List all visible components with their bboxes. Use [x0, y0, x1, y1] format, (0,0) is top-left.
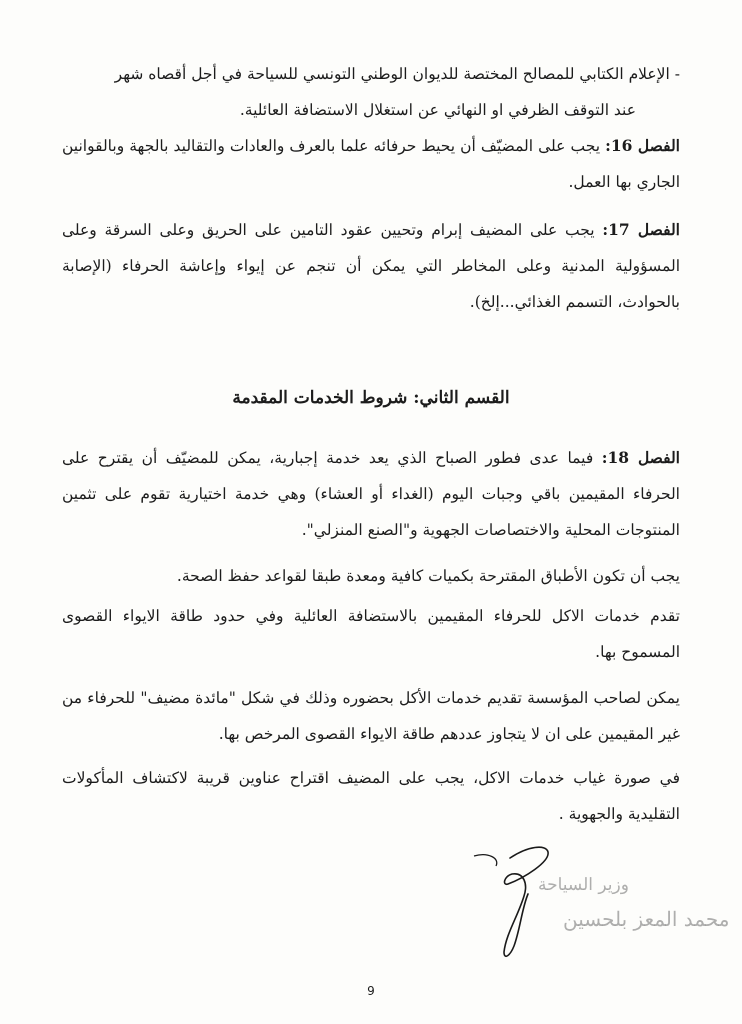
article-18: [62, 440, 680, 548]
bullet-item: [58, 56, 680, 128]
article-17: [62, 212, 680, 320]
article-16-label: الفصل 16:: [605, 136, 680, 155]
article-18-text: فيما عدى فطور الصباح الذي يعد خدمة إجبارية، يمكن للمضيّف أن يقترح على الحرفاء المقيمين باقي وجبات اليوم (الغداء أو العشاء) وهي خدمة اختيارية تقوم على تثمين المنتوجات المحلية والاختصاصات الجهوية و"الصنع المنزلي".: [62, 449, 680, 539]
paragraph: يجب أن تكون الأطباق المقترحة بكميات كافية ومعدة طبقا لقواعد حفظ الصحة.: [176, 567, 680, 585]
signature-stamp: [378, 838, 730, 973]
bullet-line-2: عند التوقف الظرفي او النهائي عن استغلال الاستضافة العائلية.: [239, 101, 636, 119]
paragraph: تقدم خدمات الاكل للحرفاء المقيمين بالاستضافة العائلية وفي حدود طاقة الايواء القصوى المسموح بها.: [62, 607, 680, 661]
article-16: [62, 128, 680, 200]
signature-title: وزير السياحة: [538, 875, 629, 895]
bullet-dash: -: [674, 65, 680, 83]
section-heading: القسم الثاني: شروط الخدمات المقدمة: [232, 388, 510, 408]
paragraph: يمكن لصاحب المؤسسة تقديم خدمات الأكل بحضوره وذلك في شكل "مائدة مضيف" للحرفاء من غير المقيمين على ان لا يتجاوز عددهم طاقة الايواء القصوى المرخص بها.: [62, 689, 680, 743]
article-17-label: الفصل 17:: [602, 220, 680, 239]
signature-block: [378, 838, 730, 973]
page-number: 9: [367, 984, 375, 998]
paragraph: في صورة غياب خدمات الاكل، يجب على المضيف اقتراح عناوين قريبة لاكتشاف المأكولات التقليدية والجهوية .: [62, 769, 680, 823]
signature-flourish: [474, 855, 497, 866]
bullet-line-1: الإعلام الكتابي للمصالح المختصة للديوان الوطني التونسي للسياحة في أجل أقصاه شهر: [114, 65, 670, 83]
article-18-label: الفصل 18:: [601, 448, 680, 467]
signature-scribble: [504, 847, 548, 956]
signature-name: محمد المعز بلحسين: [563, 907, 730, 931]
article-16-text: يجب على المضيّف أن يحيط حرفائه علما بالعرف والعادات والتقاليد بالجهة وبالقوانين الجاري بها العمل.: [62, 137, 680, 191]
article-17-text: يجب على المضيف إبرام وتحيين عقود التامين على الحريق وعلى السرقة وعلى المسؤولية المدنية وعلى المخاطر التي يمكن أن تنجم عن إيواء وإعاشة الحرفاء (الإصابة بالحوادث، التسمم الغذائي...إلخ).: [62, 221, 680, 311]
